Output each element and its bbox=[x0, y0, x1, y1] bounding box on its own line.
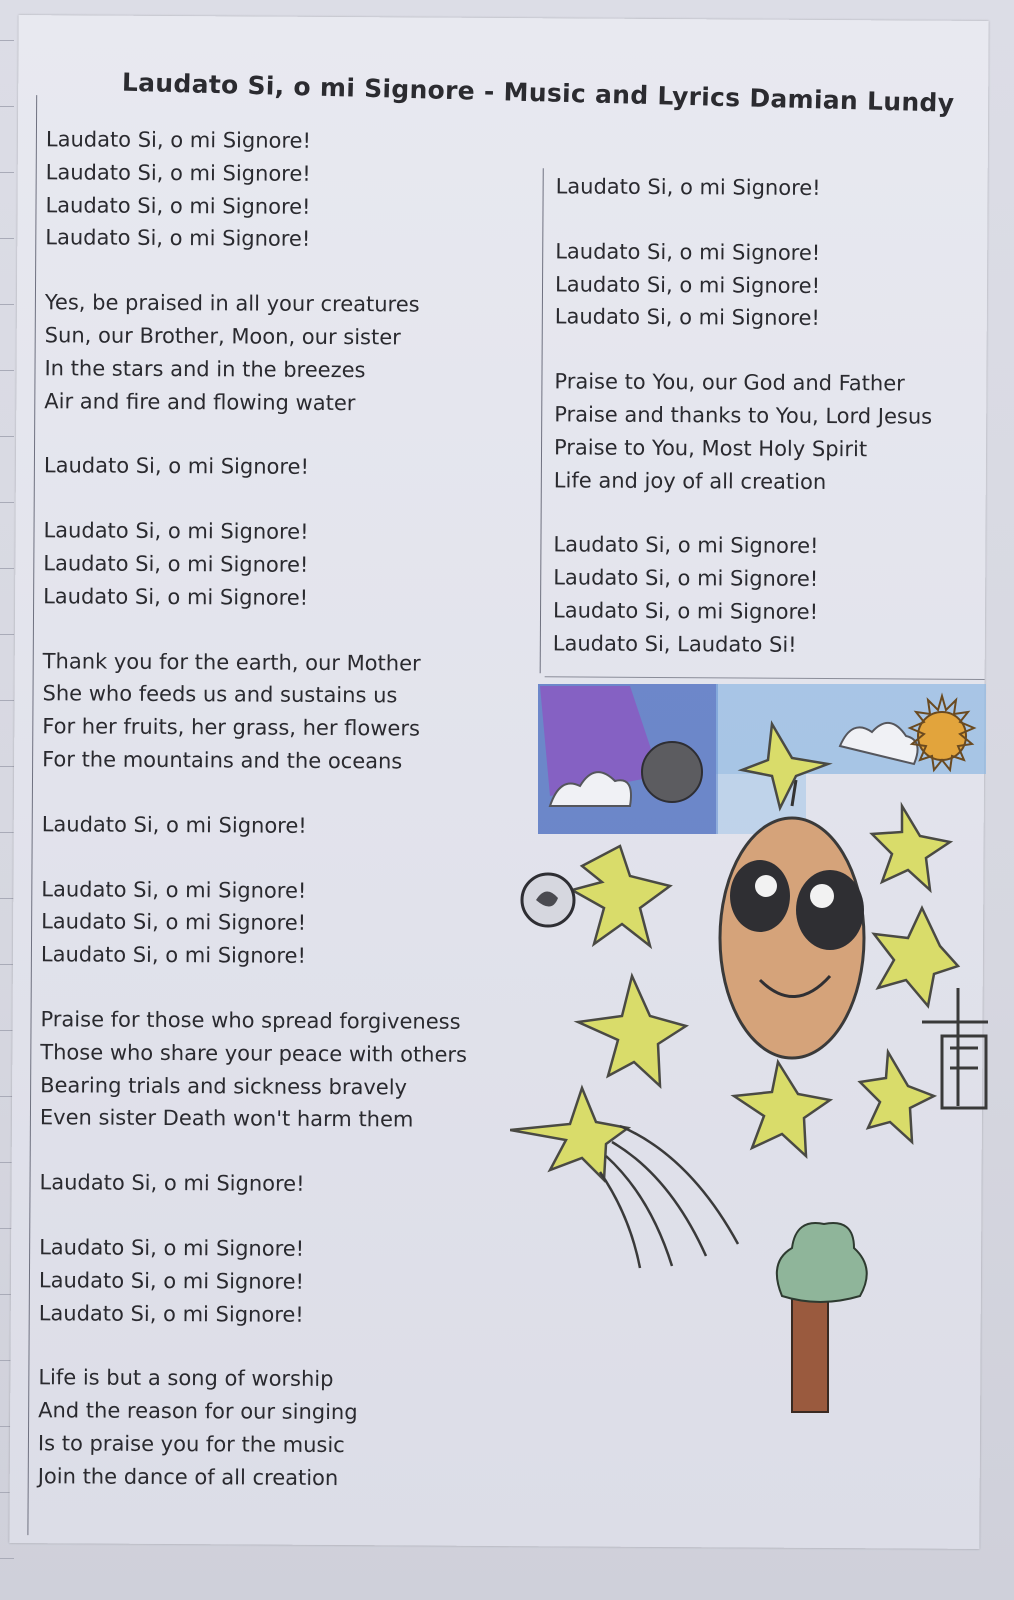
left-stanza bbox=[38, 1362, 465, 1496]
shooting-star-tail bbox=[600, 1126, 738, 1268]
left-stanza bbox=[41, 873, 468, 974]
margin-tick bbox=[0, 436, 14, 437]
lyric-line: Laudato Si, o mi Signore! bbox=[555, 174, 821, 200]
lyric-line: For her fruits, her grass, her flowers bbox=[42, 714, 421, 741]
cross-drawing bbox=[922, 988, 988, 1108]
lyric-line: Even sister Death won't harm them bbox=[39, 1105, 414, 1132]
lyric-line: Laudato Si, o mi Signore! bbox=[553, 565, 819, 592]
margin-tick bbox=[0, 304, 14, 305]
lyric-line: Laudato Si, o mi Signore! bbox=[41, 909, 307, 936]
lyric-line: Laudato Si, o mi Signore! bbox=[553, 532, 819, 559]
left-stanza bbox=[45, 123, 472, 257]
margin-tick bbox=[0, 766, 14, 767]
lyric-line: Praise to You, Most Holy Spirit bbox=[553, 435, 868, 462]
lyric-line: Air and fire and flowing water bbox=[44, 388, 356, 415]
lyric-line: Laudato Si, o mi Signore! bbox=[552, 598, 819, 624]
left-margin-rule bbox=[27, 95, 37, 1535]
lyric-line: Those who share your peace with others bbox=[40, 1039, 468, 1067]
right-stanza bbox=[553, 529, 932, 662]
margin-tick bbox=[0, 502, 14, 503]
lyric-line: Laudato Si, o mi Signore! bbox=[43, 518, 309, 545]
lyric-line: Join the dance of all creation bbox=[37, 1463, 339, 1490]
left-stanza bbox=[43, 514, 470, 615]
lyric-line: She who feeds us and sustains us bbox=[42, 681, 398, 708]
moon-drawing bbox=[642, 742, 702, 802]
lyric-line: Praise to You, our God and Father bbox=[554, 369, 905, 396]
lyric-line: Laudato Si, o mi Signore! bbox=[38, 1267, 305, 1294]
left-stanza bbox=[44, 450, 471, 485]
margin-tick bbox=[0, 370, 14, 371]
lyric-line: Sun, our Brother, Moon, our sister bbox=[44, 323, 401, 350]
left-stanza bbox=[39, 1231, 466, 1332]
lyric-line: Laudato Si, o mi Signore! bbox=[40, 942, 307, 968]
lyric-line: Thank you for the earth, our Mother bbox=[42, 648, 421, 676]
lyric-line: Laudato Si, o mi Signore! bbox=[43, 453, 310, 480]
lyric-line: Laudato Si, o mi Signore! bbox=[554, 271, 821, 298]
left-stanza bbox=[42, 645, 469, 779]
lyric-line: For the mountains and the oceans bbox=[42, 747, 403, 774]
left-stanza bbox=[44, 286, 471, 420]
margin-tick bbox=[0, 172, 14, 173]
margin-tick bbox=[0, 238, 14, 239]
margin-tick bbox=[0, 700, 14, 701]
margin-tick bbox=[0, 898, 14, 899]
lyric-line: Laudato Si, o mi Signore! bbox=[41, 811, 307, 838]
sky-band bbox=[538, 684, 986, 834]
crayon-drawing bbox=[510, 676, 990, 1416]
right-stanza bbox=[555, 235, 934, 336]
right-stanza bbox=[556, 170, 934, 205]
lyric-line: Laudato Si, o mi Signore! bbox=[39, 1235, 305, 1261]
left-stanza bbox=[42, 808, 469, 843]
left-lyrics-column bbox=[37, 123, 472, 1527]
lyric-line: Praise and thanks to You, Lord Jesus bbox=[554, 402, 933, 429]
left-stanza bbox=[40, 1003, 467, 1137]
page-title: Laudato Si, o mi Signore - Music and Lyrics Damian Lundy bbox=[121, 67, 955, 118]
lyric-line: Life and joy of all creation bbox=[553, 467, 827, 494]
lyric-line: Yes, be praised in all your creatures bbox=[44, 290, 420, 317]
margin-tick bbox=[0, 832, 14, 833]
lyric-line: Laudato Si, o mi Signore! bbox=[41, 876, 307, 903]
margin-tick bbox=[0, 568, 14, 569]
right-stanza bbox=[554, 366, 933, 499]
small-planet-drawing bbox=[522, 874, 574, 926]
lyric-line: Bearing trials and sickness bravely bbox=[40, 1072, 408, 1099]
lyric-line: Laudato Si, o mi Signore! bbox=[45, 160, 311, 186]
column-divider-rule bbox=[540, 168, 544, 673]
lyric-line: Laudato Si, Laudato Si! bbox=[552, 631, 797, 657]
lyric-line: Laudato Si, o mi Signore! bbox=[45, 192, 311, 219]
right-lyrics-column bbox=[553, 170, 934, 694]
lyric-line: Laudato Si, o mi Signore! bbox=[43, 551, 309, 577]
lyric-line: Is to praise you for the music bbox=[37, 1431, 345, 1457]
lyric-line: Laudato Si, o mi Signore! bbox=[43, 583, 309, 610]
lyric-line: Laudato Si, o mi Signore! bbox=[45, 127, 312, 153]
lyric-line: Laudato Si, o mi Signore! bbox=[554, 304, 820, 331]
margin-tick bbox=[0, 1558, 14, 1559]
lyric-line: Laudato Si, o mi Signore! bbox=[39, 1170, 305, 1196]
margin-tick bbox=[0, 40, 14, 41]
lyric-line: Laudato Si, o mi Signore! bbox=[45, 225, 311, 252]
left-stanza bbox=[39, 1166, 466, 1201]
lyric-line: Life is but a song of worship bbox=[38, 1365, 334, 1392]
lyric-line: And the reason for our singing bbox=[38, 1398, 358, 1425]
margin-tick bbox=[0, 106, 14, 107]
lyric-line: Laudato Si, o mi Signore! bbox=[555, 239, 821, 265]
tree-drawing bbox=[777, 1223, 867, 1412]
lyric-line: Praise for those who spread forgiveness bbox=[40, 1007, 461, 1034]
lyric-line: In the stars and in the breezes bbox=[44, 355, 366, 382]
lyric-line: Laudato Si, o mi Signore! bbox=[38, 1300, 304, 1327]
margin-tick bbox=[0, 634, 14, 635]
